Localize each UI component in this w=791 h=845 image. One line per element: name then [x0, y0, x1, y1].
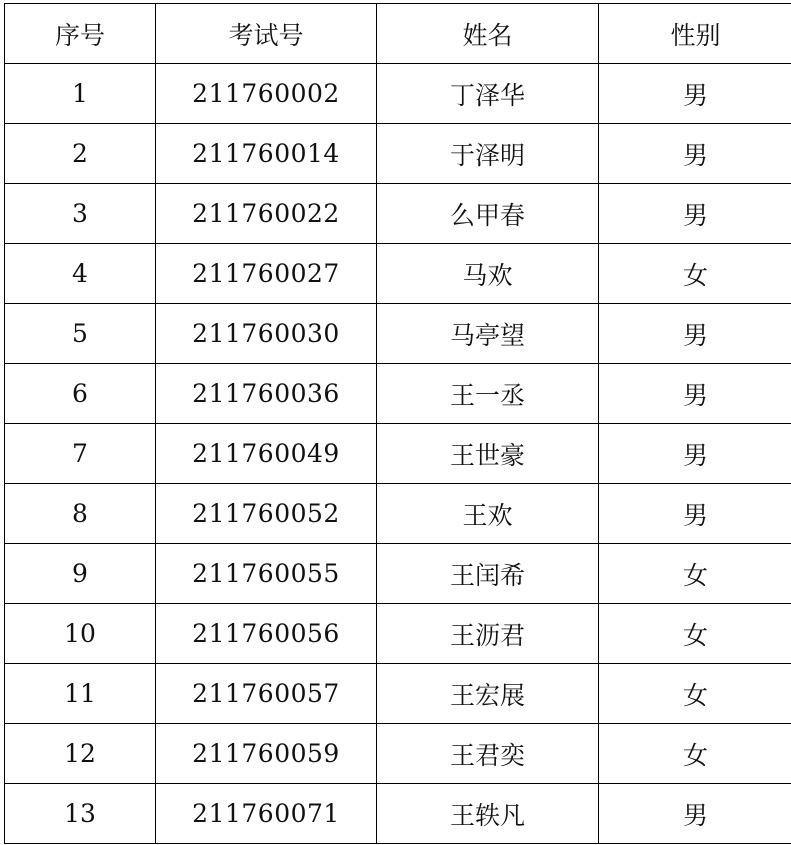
cell-name: 于泽明	[377, 124, 599, 184]
cell-serial: 11	[5, 664, 156, 724]
table-row	[5, 724, 791, 784]
cell-name: 王宏展	[377, 664, 599, 724]
cell-serial: 6	[5, 364, 156, 424]
cell-name: 王欢	[377, 484, 599, 544]
cell-exam-number: 211760022	[156, 184, 377, 244]
cell-name: 王沥君	[377, 604, 599, 664]
cell-gender: 女	[599, 664, 791, 724]
table-row	[5, 244, 791, 304]
cell-gender: 男	[599, 784, 791, 844]
header-exam-number: 考试号	[156, 4, 377, 64]
table-row	[5, 784, 791, 844]
cell-gender: 女	[599, 604, 791, 664]
cell-name: 王一丞	[377, 364, 599, 424]
candidate-table	[4, 3, 791, 844]
cell-serial: 5	[5, 304, 156, 364]
cell-name: 王世豪	[377, 424, 599, 484]
header-name: 姓名	[377, 4, 599, 64]
cell-exam-number: 211760036	[156, 364, 377, 424]
cell-exam-number: 211760055	[156, 544, 377, 604]
cell-gender: 女	[599, 244, 791, 304]
cell-serial: 12	[5, 724, 156, 784]
cell-gender: 男	[599, 64, 791, 124]
cell-exam-number: 211760059	[156, 724, 377, 784]
cell-serial: 8	[5, 484, 156, 544]
cell-name: 王君奕	[377, 724, 599, 784]
cell-serial: 7	[5, 424, 156, 484]
header-serial: 序号	[5, 4, 156, 64]
table-row	[5, 304, 791, 364]
cell-gender: 女	[599, 544, 791, 604]
table-row	[5, 424, 791, 484]
table-row	[5, 664, 791, 724]
cell-exam-number: 211760056	[156, 604, 377, 664]
cell-serial: 2	[5, 124, 156, 184]
cell-serial: 9	[5, 544, 156, 604]
cell-gender: 男	[599, 424, 791, 484]
table-row	[5, 544, 791, 604]
header-gender: 性别	[599, 4, 791, 64]
cell-exam-number: 211760014	[156, 124, 377, 184]
cell-gender: 男	[599, 364, 791, 424]
cell-exam-number: 211760071	[156, 784, 377, 844]
table-row	[5, 364, 791, 424]
table-header-row	[5, 4, 791, 64]
table-row	[5, 484, 791, 544]
table-row	[5, 64, 791, 124]
cell-gender: 男	[599, 184, 791, 244]
table-row	[5, 124, 791, 184]
cell-gender: 男	[599, 484, 791, 544]
cell-serial: 4	[5, 244, 156, 304]
cell-name: 王轶凡	[377, 784, 599, 844]
cell-name: 马亭望	[377, 304, 599, 364]
cell-exam-number: 211760057	[156, 664, 377, 724]
cell-exam-number: 211760027	[156, 244, 377, 304]
cell-exam-number: 211760049	[156, 424, 377, 484]
table-row	[5, 604, 791, 664]
cell-serial: 3	[5, 184, 156, 244]
cell-exam-number: 211760052	[156, 484, 377, 544]
cell-name: 马欢	[377, 244, 599, 304]
cell-name: 丁泽华	[377, 64, 599, 124]
cell-exam-number: 211760030	[156, 304, 377, 364]
cell-name: 么甲春	[377, 184, 599, 244]
cell-serial: 10	[5, 604, 156, 664]
cell-gender: 女	[599, 724, 791, 784]
cell-gender: 男	[599, 304, 791, 364]
cell-exam-number: 211760002	[156, 64, 377, 124]
cell-serial: 1	[5, 64, 156, 124]
cell-name: 王闰希	[377, 544, 599, 604]
cell-gender: 男	[599, 124, 791, 184]
table-row	[5, 184, 791, 244]
cell-serial: 13	[5, 784, 156, 844]
